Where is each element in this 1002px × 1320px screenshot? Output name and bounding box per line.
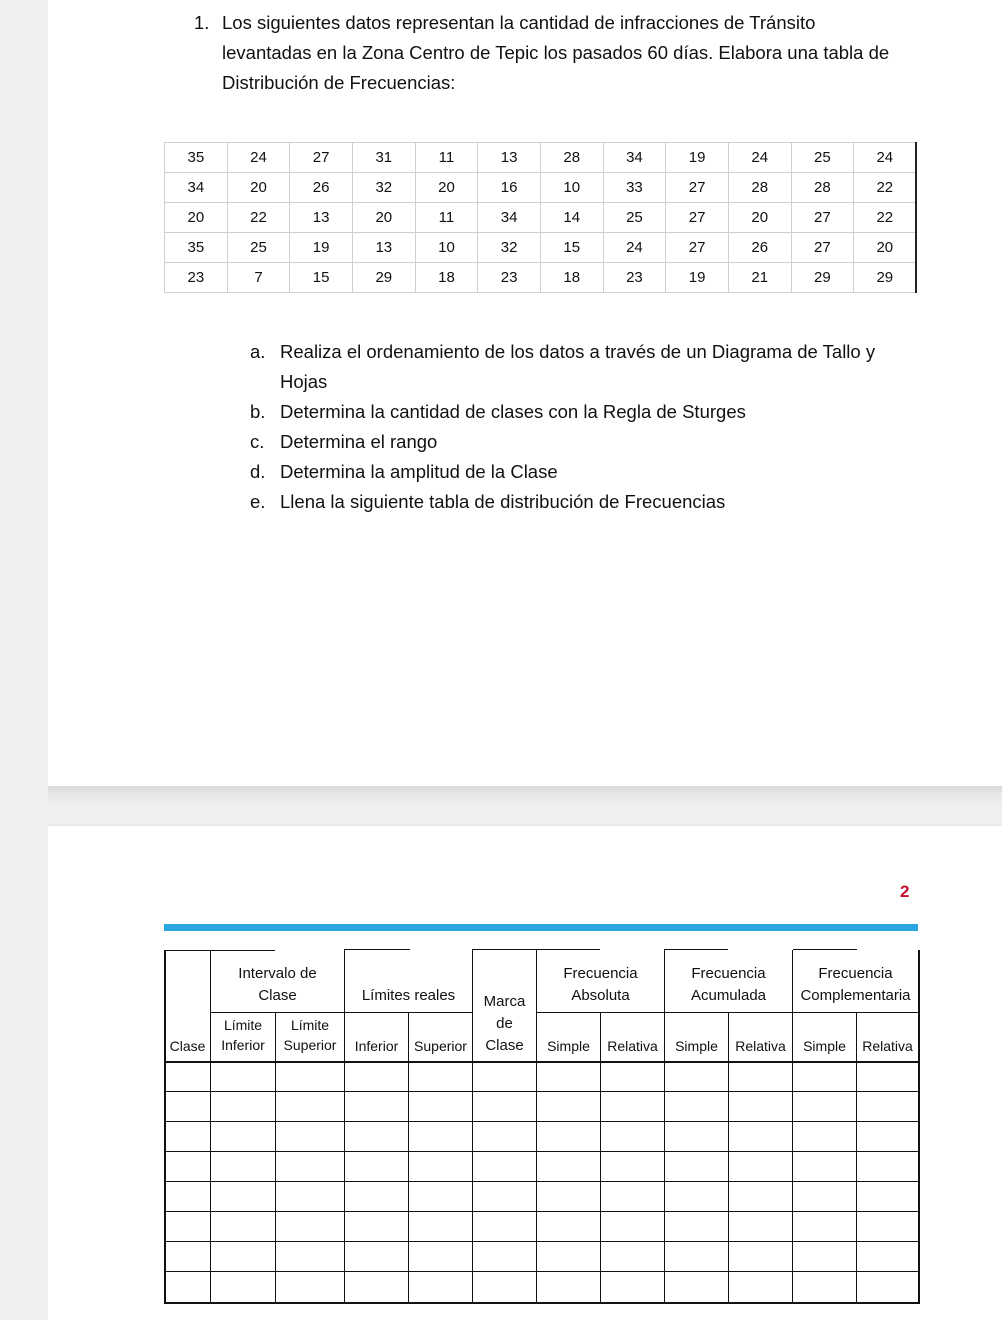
page-2 (48, 826, 1002, 1320)
data-cell: 11 (415, 203, 478, 233)
page-separator (48, 786, 1002, 826)
data-cell: 33 (603, 173, 666, 203)
data-cell: 16 (478, 173, 541, 203)
header-relativa: Relativa (607, 1038, 658, 1054)
question-line: Los siguientes datos representan la cantidad de infracciones de Tránsito (222, 12, 816, 33)
data-cell: 20 (728, 203, 791, 233)
task-item: b. Determina la cantidad de clases con la Regla de Sturges (250, 401, 746, 422)
header-frecuencia-acumulada: Frecuencia Acumulada (690, 965, 767, 1004)
data-cell: 26 (728, 233, 791, 263)
question-line: levantadas en la Zona Centro de Tepic los pasados 60 días. Elabora una tabla de (222, 42, 890, 63)
data-cell: 13 (352, 233, 415, 263)
data-cell: 23 (603, 263, 666, 293)
header-relativa: Relativa (735, 1038, 786, 1054)
data-row (165, 173, 917, 203)
task-item: e. Llena la siguiente tabla de distribución de Frecuencias (250, 491, 726, 512)
question-text (222, 8, 922, 98)
data-cell: 24 (854, 143, 917, 173)
data-cell: 27 (666, 203, 729, 233)
data-cell: 34 (165, 173, 228, 203)
header-simple: Simple (675, 1038, 718, 1054)
data-cell: 34 (603, 143, 666, 173)
data-cell: 7 (227, 263, 290, 293)
data-cell: 32 (352, 173, 415, 203)
data-cell: 32 (478, 233, 541, 263)
data-cell: 20 (352, 203, 415, 233)
data-cell: 13 (478, 143, 541, 173)
data-cell: 20 (165, 203, 228, 233)
data-cell: 22 (854, 203, 917, 233)
data-cell: 21 (728, 263, 791, 293)
data-cell: 18 (540, 263, 603, 293)
data-cell: 19 (666, 263, 729, 293)
data-cell: 15 (290, 263, 353, 293)
header-marca: Marca de Clase (483, 993, 526, 1054)
header-clase: Clase (169, 1038, 206, 1054)
data-cell: 28 (791, 173, 854, 203)
data-table (164, 142, 917, 293)
data-cell: 35 (165, 233, 228, 263)
data-cell: 27 (666, 233, 729, 263)
data-cell: 28 (728, 173, 791, 203)
page-number: 2 (900, 882, 910, 901)
data-cell: 24 (728, 143, 791, 173)
data-cell: 20 (227, 173, 290, 203)
task-list (250, 337, 910, 517)
data-cell: 25 (791, 143, 854, 173)
data-cell: 26 (290, 173, 353, 203)
header-limite-superior: Límite Superior (283, 1017, 337, 1053)
data-row (165, 263, 917, 293)
data-cell: 10 (415, 233, 478, 263)
task-item: a. Realiza el ordenamiento de los datos a través de un Diagrama de Tallo y Hojas (250, 341, 876, 392)
data-cell: 25 (227, 233, 290, 263)
data-cell: 25 (603, 203, 666, 233)
data-cell: 35 (165, 143, 228, 173)
data-cell: 27 (791, 203, 854, 233)
question-line: Distribución de Frecuencias: (222, 72, 456, 93)
task-item: c. Determina el rango (250, 431, 438, 452)
header-rule (164, 924, 918, 931)
data-cell: 27 (791, 233, 854, 263)
question-number: 1. (194, 12, 210, 33)
data-cell: 31 (352, 143, 415, 173)
header-superior: Superior (414, 1038, 467, 1054)
data-cell: 18 (415, 263, 478, 293)
data-cell: 24 (227, 143, 290, 173)
data-cell: 29 (791, 263, 854, 293)
data-cell: 23 (165, 263, 228, 293)
header-inferior: Inferior (354, 1038, 399, 1054)
header-frecuencia-absoluta: Frecuencia Absoluta (563, 965, 638, 1004)
data-row (165, 233, 917, 263)
data-cell: 29 (352, 263, 415, 293)
header-limite-inferior: Límite Inferior (221, 1017, 265, 1053)
header-simple: Simple (803, 1038, 846, 1054)
data-cell: 34 (478, 203, 541, 233)
data-cell: 19 (666, 143, 729, 173)
data-cell: 14 (540, 203, 603, 233)
data-cell: 27 (666, 173, 729, 203)
header-intervalo: Intervalo de Clase (238, 965, 317, 1004)
task-item: d. Determina la amplitud de la Clase (250, 461, 558, 482)
data-cell: 13 (290, 203, 353, 233)
data-cell: 27 (290, 143, 353, 173)
data-cell: 11 (415, 143, 478, 173)
header-relativa: Relativa (862, 1038, 913, 1054)
header-limites-reales: Límites reales (361, 987, 456, 1004)
data-cell: 20 (854, 233, 917, 263)
data-cell: 23 (478, 263, 541, 293)
data-cell: 22 (227, 203, 290, 233)
data-cell: 19 (290, 233, 353, 263)
header-simple: Simple (547, 1038, 590, 1054)
header-frecuencia-complementaria: Frecuencia Complementaria (800, 965, 911, 1004)
data-cell: 20 (415, 173, 478, 203)
data-cell: 24 (603, 233, 666, 263)
data-cell: 10 (540, 173, 603, 203)
data-row (165, 203, 917, 233)
data-cell: 22 (854, 173, 917, 203)
data-cell: 28 (540, 143, 603, 173)
data-cell: 29 (854, 263, 917, 293)
data-cell: 15 (540, 233, 603, 263)
data-row (165, 143, 917, 173)
